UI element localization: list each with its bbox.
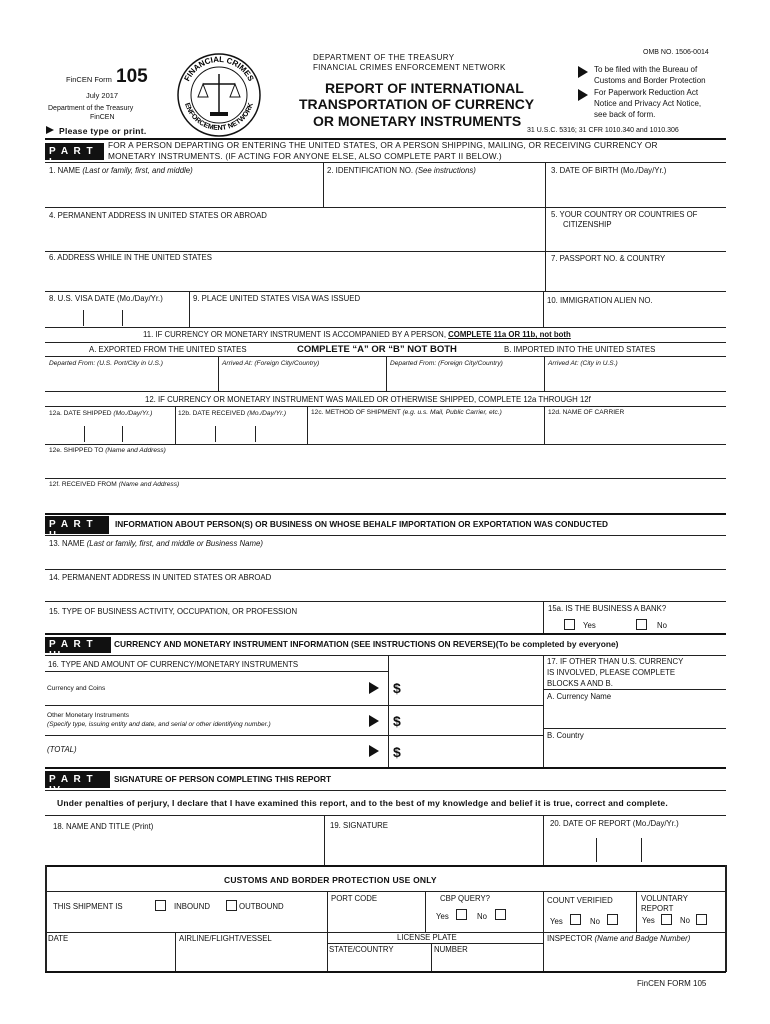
field-2-id-label: 2. IDENTIFICATION NO. (See instructions) bbox=[327, 166, 476, 175]
count-no-label: No bbox=[590, 917, 600, 926]
svg-text:FINANCIAL CRIMES: FINANCIAL CRIMES bbox=[182, 54, 256, 83]
currency-name-field[interactable] bbox=[544, 703, 725, 727]
field-17-label-line3: BLOCKS A AND B. bbox=[547, 679, 613, 688]
field-12-label: 12. IF CURRENCY OR MONETARY INSTRUMENT WAS MAILED OR OTHERWISE SHIPPED, COMPLETE 12a THROUGH 12f bbox=[145, 395, 591, 404]
voluntary-no-label: No bbox=[680, 916, 690, 925]
citizenship-field[interactable] bbox=[546, 232, 725, 250]
plate-number-label: NUMBER bbox=[434, 945, 468, 954]
part-1-label: P A R T I bbox=[45, 143, 104, 160]
departed-us-label: Departed From: (U.S. Port/City in U.S.) bbox=[49, 360, 163, 367]
arrow-icon bbox=[578, 66, 588, 78]
date-received-field[interactable] bbox=[176, 420, 306, 443]
svg-text:ENFORCEMENT NETWORK: ENFORCEMENT NETWORK bbox=[183, 102, 255, 133]
currency-name-label: A. Currency Name bbox=[547, 692, 612, 701]
arrived-us-field[interactable] bbox=[545, 370, 725, 390]
dob-field[interactable] bbox=[546, 178, 725, 206]
cbp-date-field[interactable] bbox=[47, 946, 174, 970]
total-amount-field[interactable] bbox=[406, 739, 542, 765]
voluntary-no-checkbox[interactable] bbox=[696, 914, 707, 925]
departed-foreign-field[interactable] bbox=[387, 370, 543, 390]
field-9-visa-place-label: 9. PLACE UNITED STATES VISA WAS ISSUED bbox=[193, 294, 361, 303]
visa-date-field[interactable] bbox=[46, 306, 188, 326]
part-1-description-line1: FOR A PERSON DEPARTING OR ENTERING THE UNITED STATES, OR A PERSON SHIPPING, MAILING, OR RECEIVING CURRENCY OR bbox=[108, 140, 658, 150]
report-date-field[interactable] bbox=[544, 834, 725, 864]
voluntary-yes-label: Yes bbox=[642, 916, 655, 925]
part-4-title: SIGNATURE OF PERSON COMPLETING THIS REPORT bbox=[114, 774, 332, 784]
country-field[interactable] bbox=[544, 742, 725, 766]
arrived-foreign-label: Arrived At: (Foreign City/Country) bbox=[222, 360, 320, 367]
title-line3: OR MONETARY INSTRUMENTS bbox=[313, 113, 522, 129]
date-label: DATE bbox=[48, 934, 69, 943]
field-19-label: 19. SIGNATURE bbox=[330, 821, 388, 830]
arrived-foreign-field[interactable] bbox=[219, 370, 385, 390]
cbp-query-label: CBP QUERY? bbox=[440, 894, 490, 903]
field-4-address-label: 4. PERMANENT ADDRESS IN UNITED STATES OR ABROAD bbox=[49, 211, 267, 220]
field-12a-label: 12a. DATE SHIPPED (Mo./Day/Yr.) bbox=[49, 410, 153, 417]
count-verified-label: COUNT VERIFIED bbox=[547, 896, 613, 905]
field-15-label: 15. TYPE OF BUSINESS ACTIVITY, OCCUPATION, OR PROFESSION bbox=[49, 607, 298, 616]
total-dollar-sign: $ bbox=[393, 744, 401, 760]
title-line1: REPORT OF INTERNATIONAL bbox=[325, 80, 524, 96]
business-name-field[interactable] bbox=[46, 551, 725, 568]
field-15a-label: 15a. IS THE BUSINESS A BANK? bbox=[548, 604, 667, 613]
currency-amount-field[interactable] bbox=[406, 676, 542, 700]
part-2-label: P A R T II bbox=[45, 516, 109, 534]
plate-number-field[interactable] bbox=[432, 956, 542, 971]
query-no-label: No bbox=[477, 912, 487, 921]
field-12e-label: 12e. SHIPPED TO (Name and Address) bbox=[49, 447, 166, 454]
bank-no-checkbox[interactable] bbox=[636, 619, 647, 630]
arrow-right-icon bbox=[369, 682, 379, 694]
paperwork-note-line1: For Paperwork Reduction Act bbox=[594, 88, 699, 97]
carrier-name-field[interactable] bbox=[545, 420, 725, 443]
field-6-us-address-label: 6. ADDRESS WHILE IN THE UNITED STATES bbox=[49, 253, 212, 262]
please-type-note: Please type or print. bbox=[59, 126, 147, 136]
visa-place-field[interactable] bbox=[190, 306, 542, 326]
currency-coins-label: Currency and Coins bbox=[47, 685, 106, 692]
arrow-right-icon bbox=[369, 715, 379, 727]
state-country-field[interactable] bbox=[328, 956, 430, 971]
shipment-method-field[interactable] bbox=[308, 420, 543, 443]
field-7-passport-label: 7. PASSPORT NO. & COUNTRY bbox=[551, 254, 666, 263]
count-no-checkbox[interactable] bbox=[607, 914, 618, 925]
bank-yes-checkbox[interactable] bbox=[564, 619, 575, 630]
field-18-label: 18. NAME AND TITLE (Print) bbox=[53, 822, 154, 831]
field-5-citizenship-label: 5. YOUR COUNTRY OR COUNTRIES OF bbox=[551, 210, 698, 219]
perjury-declaration: Under penalties of perjury, I declare that I have examined this report, and to the best of my knowledge and belief it is true, correct and complete. bbox=[57, 798, 668, 808]
name-title-field[interactable] bbox=[46, 834, 323, 864]
identification-field[interactable] bbox=[324, 178, 544, 206]
count-yes-label: Yes bbox=[550, 917, 563, 926]
state-country-label: STATE/COUNTRY bbox=[329, 945, 394, 954]
other-instruments-amount-field[interactable] bbox=[406, 708, 542, 732]
voluntary-label: VOLUNTARY bbox=[641, 894, 688, 903]
arrow-icon bbox=[578, 89, 588, 101]
part-4-label: P A R T IV bbox=[45, 771, 110, 788]
cbp-title: CUSTOMS AND BORDER PROTECTION USE ONLY bbox=[224, 875, 437, 885]
form-number: 105 bbox=[116, 66, 148, 87]
field-17-label-line1: 17. IF OTHER THAN U.S. CURRENCY bbox=[547, 657, 684, 666]
part-2-title: INFORMATION ABOUT PERSON(S) OR BUSINESS ON WHOSE BEHALF IMPORTATION OR EXPORTATION WAS CONDUCTED bbox=[115, 519, 609, 529]
business-address-field[interactable] bbox=[46, 585, 725, 600]
shipment-label: THIS SHIPMENT IS bbox=[53, 902, 123, 911]
field-11b-label: B. IMPORTED INTO THE UNITED STATES bbox=[504, 345, 656, 354]
dept-line1: Department of the Treasury bbox=[48, 105, 134, 112]
field-10-alien-no-label: 10. IMMIGRATION ALIEN NO. bbox=[547, 296, 653, 305]
field-3-dob-label: 3. DATE OF BIRTH (Mo./Day/Yr.) bbox=[551, 166, 667, 175]
field-8-visa-date-label: 8. U.S. VISA DATE (Mo./Day/Yr.) bbox=[49, 294, 163, 303]
field-13-label: 13. NAME (Last or family, first, and middle or Business Name) bbox=[49, 539, 263, 548]
signature-field[interactable] bbox=[325, 834, 542, 864]
form-footer: FinCEN FORM 105 bbox=[637, 979, 707, 988]
received-from-field[interactable] bbox=[46, 490, 725, 512]
voluntary-label-line2: REPORT bbox=[641, 904, 674, 913]
field-12f-label: 12f. RECEIVED FROM (Name and Address) bbox=[49, 481, 180, 488]
total-label: (TOTAL) bbox=[47, 745, 77, 754]
paperwork-note-line3: see back of form. bbox=[594, 110, 656, 119]
count-yes-checkbox[interactable] bbox=[570, 914, 581, 925]
arrow-icon bbox=[46, 126, 54, 134]
arrived-us-label: Arrived At: (City in U.S.) bbox=[548, 360, 618, 367]
bank-no-label: No bbox=[657, 621, 667, 630]
part-1-description-line2: MONETARY INSTRUMENTS. (IF ACTING FOR ANYONE ELSE, ALSO COMPLETE PART II BELOW.) bbox=[108, 151, 502, 161]
airline-label: AIRLINE/FLIGHT/VESSEL bbox=[179, 934, 272, 943]
complete-a-or-b-note: COMPLETE “A” OR “B” NOT BOTH bbox=[297, 344, 457, 355]
other-dollar-sign: $ bbox=[393, 713, 401, 729]
shipped-to-field[interactable] bbox=[46, 456, 725, 477]
country-label: B. Country bbox=[547, 731, 584, 740]
agency-line2: FINANCIAL CRIMES ENFORCEMENT NETWORK bbox=[313, 63, 506, 72]
field-11a-label: A. EXPORTED FROM THE UNITED STATES bbox=[89, 345, 247, 354]
field-1-name-label: 1. NAME (Last or family, first, and middle) bbox=[49, 166, 193, 175]
departed-foreign-label: Departed From: (Foreign City/Country) bbox=[390, 360, 503, 367]
query-yes-label: Yes bbox=[436, 912, 449, 921]
query-yes-checkbox[interactable] bbox=[456, 909, 467, 920]
inspector-label: INSPECTOR (Name and Badge Number) bbox=[547, 934, 691, 943]
query-no-checkbox[interactable] bbox=[495, 909, 506, 920]
inspector-field[interactable] bbox=[544, 946, 724, 970]
fincen-seal-icon bbox=[176, 52, 262, 138]
inbound-checkbox[interactable] bbox=[155, 900, 166, 911]
arrow-right-icon bbox=[369, 745, 379, 757]
inbound-label: INBOUND bbox=[174, 902, 210, 911]
fincen-form-label: FinCEN Form bbox=[66, 75, 112, 84]
license-plate-label: LICENSE PLATE bbox=[397, 933, 457, 942]
field-12c-label: 12c. METHOD OF SHIPMENT (e.g. u.s. Mail, Public Carrier, etc.) bbox=[311, 409, 502, 416]
form-date: July 2017 bbox=[86, 91, 119, 100]
outbound-checkbox[interactable] bbox=[226, 900, 237, 911]
name-field[interactable] bbox=[46, 178, 322, 206]
business-activity-field[interactable] bbox=[46, 618, 542, 632]
us-address-field[interactable] bbox=[46, 265, 544, 290]
passport-field[interactable] bbox=[546, 266, 725, 290]
part-3-title: CURRENCY AND MONETARY INSTRUMENT INFORMATION (SEE INSTRUCTIONS ON REVERSE)(To be completed by everyone) bbox=[114, 639, 619, 649]
field-20-label: 20. DATE OF REPORT (Mo./Day/Yr.) bbox=[550, 819, 679, 828]
agency-line1: DEPARTMENT OF THE TREASURY bbox=[313, 53, 455, 62]
field-14-label: 14. PERMANENT ADDRESS IN UNITED STATES OR ABROAD bbox=[49, 573, 272, 582]
port-code-label: PORT CODE bbox=[331, 894, 378, 903]
field-12d-label: 12d. NAME OF CARRIER bbox=[548, 409, 625, 416]
omb-number: OMB NO. 1506-0014 bbox=[643, 49, 709, 56]
field-12b-label: 12b. DATE RECEIVED (Mo./Day/Yr.) bbox=[178, 410, 287, 417]
departed-us-field[interactable] bbox=[46, 370, 217, 390]
part-3-label: P A R T III bbox=[45, 637, 111, 653]
permanent-address-field[interactable] bbox=[46, 222, 544, 250]
title-line2: TRANSPORTATION OF CURRENCY bbox=[299, 96, 535, 112]
field-17-label-line2: IS INVOLVED, PLEASE COMPLETE bbox=[547, 668, 676, 677]
filing-note-line1: To be filed with the Bureau of bbox=[594, 65, 698, 74]
currency-dollar-sign: $ bbox=[393, 680, 401, 696]
paperwork-note-line2: Notice and Privacy Act Notice, bbox=[594, 99, 702, 108]
alien-number-field[interactable] bbox=[544, 308, 725, 326]
field-16-label: 16. TYPE AND AMOUNT OF CURRENCY/MONETARY INSTRUMENTS bbox=[48, 660, 299, 669]
other-instruments-hint: (Specify type, issuing entity and date, and serial or other identifying number.) bbox=[47, 721, 271, 728]
dept-line2: FinCEN bbox=[90, 114, 115, 121]
outbound-label: OUTBOUND bbox=[239, 902, 284, 911]
legal-citation: 31 U.S.C. 5316; 31 CFR 1010.340 and 1010.306 bbox=[527, 127, 679, 134]
airline-field[interactable] bbox=[176, 946, 326, 970]
filing-note-line2: Customs and Border Protection bbox=[594, 76, 706, 85]
voluntary-yes-checkbox[interactable] bbox=[661, 914, 672, 925]
port-code-field[interactable] bbox=[328, 905, 424, 929]
date-shipped-field[interactable] bbox=[46, 420, 174, 443]
other-instruments-label: Other Monetary Instruments bbox=[47, 712, 130, 719]
field-11-label: 11. IF CURRENCY OR MONETARY INSTRUMENT IS ACCOMPANIED BY A PERSON, COMPLETE 11a OR 11b, not both bbox=[143, 330, 571, 339]
field-5-citizenship-label-line2: CITIZENSHIP bbox=[563, 220, 612, 229]
bank-yes-label: Yes bbox=[583, 621, 596, 630]
